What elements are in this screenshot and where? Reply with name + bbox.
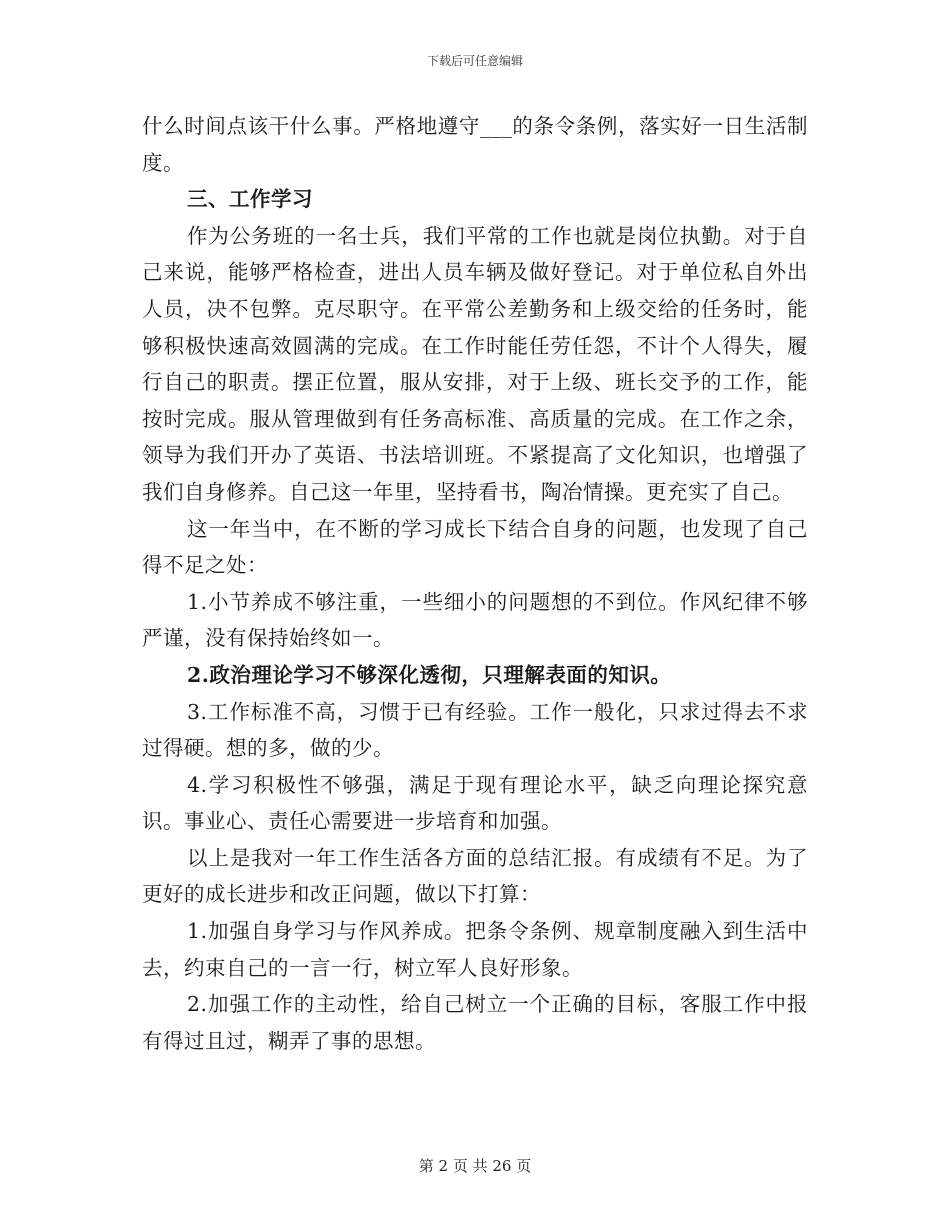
page-header: 下载后可任意编辑 [426, 54, 523, 68]
shortcoming-item-4: 4.学习积极性不够强，满足于现有理论水平，缺乏向理论探究意识。事业心、责任心需要进一步培育和加强。 [142, 772, 808, 834]
paragraph-plans-intro: 以上是我对一年工作生活各方面的总结汇报。有成绩有不足。为了更好的成长进步和改正问题，做以下打算： [142, 845, 808, 907]
paragraph-duty: 作为公务班的一名士兵，我们平常的工作也就是岗位执勤。对于自己来说，能够严格检查，进出人员车辆及做好登记。对于单位私自外出人员，决不包弊。克尽职守。在平常公差勤务和上级交给的任务时，能够积极快速高效圆满的完成。在工作时能任劳任怨，不计个人得失，履行自己的职责。摆正位置，服从安排，对于上级、班长交予的工作，能按时完成。服从管理做到有任务高标准、高质量的完成。在工作之余，领导为我们开办了英语、书法培训班。不紧提高了文化知识，也增强了我们自身修养。自己这一年里，坚持看书，陶冶情操。更充实了自己。 [142, 223, 808, 504]
shortcoming-item-1: 1.小节养成不够注重，一些细小的问题想的不到位。作风纪律不够严谨，没有保持始终如一。 [142, 589, 808, 651]
plan-item-1: 1.加强自身学习与作风养成。把条令条例、规章制度融入到生活中去，约束自己的一言一行，树立军人良好形象。 [142, 919, 808, 980]
document-body [142, 108, 808, 1059]
paragraph-continuation: 什么时间点该干什么事。严格地遵守___的条令条例，落实好一日生活制度。 [142, 114, 808, 175]
shortcoming-item-3: 3.工作标准不高，习惯于已有经验。工作一般化，只求过得去不求过得硬。想的多，做的少。 [142, 699, 808, 761]
page-number: 第 2 页 共 26 页 [418, 1157, 532, 1175]
paragraph-shortcomings-intro: 这一年当中，在不断的学习成长下结合自身的问题，也发现了自己得不足之处： [142, 516, 808, 578]
shortcoming-item-2: 2.政治理论学习不够深化透彻，只理解表面的知识。 [187, 662, 672, 687]
plan-item-2: 2.加强工作的主动性，给自己树立一个正确的目标，客服工作中报有得过且过，糊弄了事的思想。 [142, 992, 808, 1053]
section-heading-work-study: 三、工作学习 [187, 187, 313, 212]
